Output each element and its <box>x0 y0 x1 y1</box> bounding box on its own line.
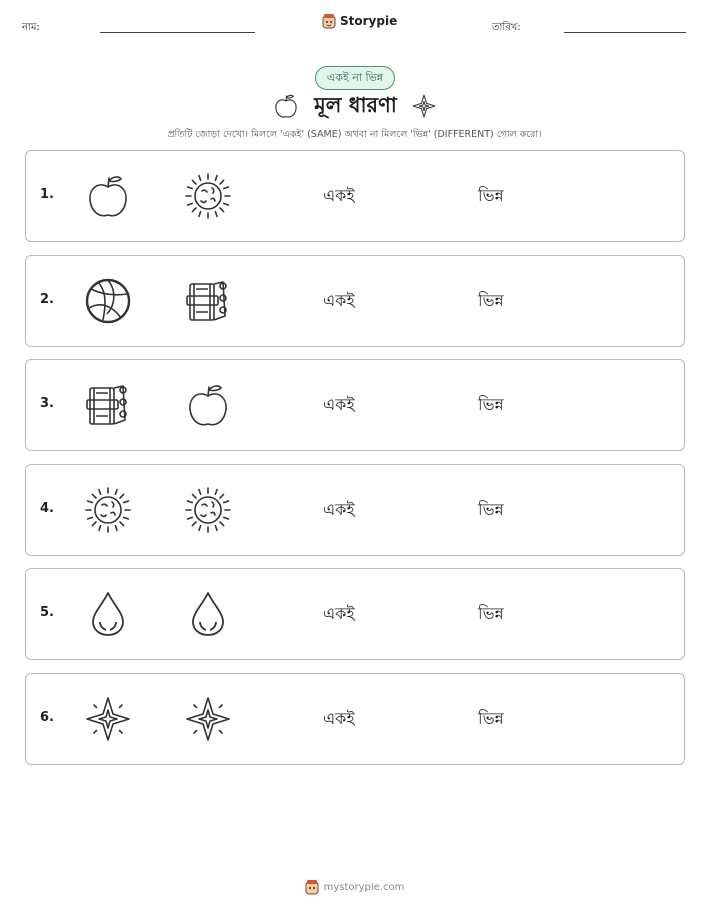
title-row <box>0 90 709 122</box>
name-line[interactable] <box>100 32 255 33</box>
sparkle-icon <box>83 694 133 744</box>
sun-icon <box>83 485 133 535</box>
option-different[interactable]: ভিন্ন <box>478 500 504 519</box>
question-number: 2. <box>40 292 54 307</box>
date-label: তারিখ: <box>492 22 521 33</box>
books-icon <box>83 380 133 430</box>
option-same[interactable]: একই <box>323 186 355 205</box>
question-number: 1. <box>40 187 54 202</box>
question-row <box>25 673 685 765</box>
footer-url: mystorypie.com <box>323 881 405 893</box>
page-title: মূল ধারণা <box>314 92 397 117</box>
option-different[interactable]: ভিন্ন <box>478 395 504 414</box>
option-different[interactable]: ভিন্ন <box>478 291 504 310</box>
question-row <box>25 255 685 347</box>
option-same[interactable]: একই <box>323 395 355 414</box>
question-number: 5. <box>40 605 54 620</box>
option-same[interactable]: একই <box>323 291 355 310</box>
drop-icon <box>83 589 133 639</box>
apple-icon <box>83 171 133 221</box>
option-different[interactable]: ভিন্ন <box>478 186 504 205</box>
question-row <box>25 359 685 451</box>
question-number: 4. <box>40 501 54 516</box>
sparkle-icon <box>183 694 233 744</box>
option-same[interactable]: একই <box>323 709 355 728</box>
brand-name: Storypie <box>340 14 398 28</box>
sparkle-icon <box>411 93 437 119</box>
sun-icon <box>183 485 233 535</box>
option-same[interactable]: একই <box>323 604 355 623</box>
question-number: 3. <box>40 396 54 411</box>
question-row <box>25 464 685 556</box>
brand-logo <box>322 13 397 29</box>
apple-icon <box>272 91 300 121</box>
apple-icon <box>183 380 233 430</box>
question-row <box>25 150 685 242</box>
name-label: নাম: <box>22 22 40 33</box>
option-different[interactable]: ভিন্ন <box>478 604 504 623</box>
books-icon <box>183 276 233 326</box>
drop-icon <box>183 589 233 639</box>
question-row <box>25 568 685 660</box>
question-number: 6. <box>40 710 54 725</box>
mascot-icon <box>322 13 336 29</box>
footer <box>0 879 709 895</box>
sun-icon <box>183 171 233 221</box>
ball-icon <box>83 276 133 326</box>
topic-badge: একই না ভিন্ন <box>315 66 395 90</box>
option-different[interactable]: ভিন্ন <box>478 709 504 728</box>
date-line[interactable] <box>564 32 686 33</box>
instructions: প্রতিটি জোড়া দেখো। মিললে 'একই' (SAME) অথবা না মিললে 'ভিন্ন' (DIFFERENT) গোল করো। <box>167 129 542 140</box>
mascot-icon <box>305 879 319 895</box>
option-same[interactable]: একই <box>323 500 355 519</box>
